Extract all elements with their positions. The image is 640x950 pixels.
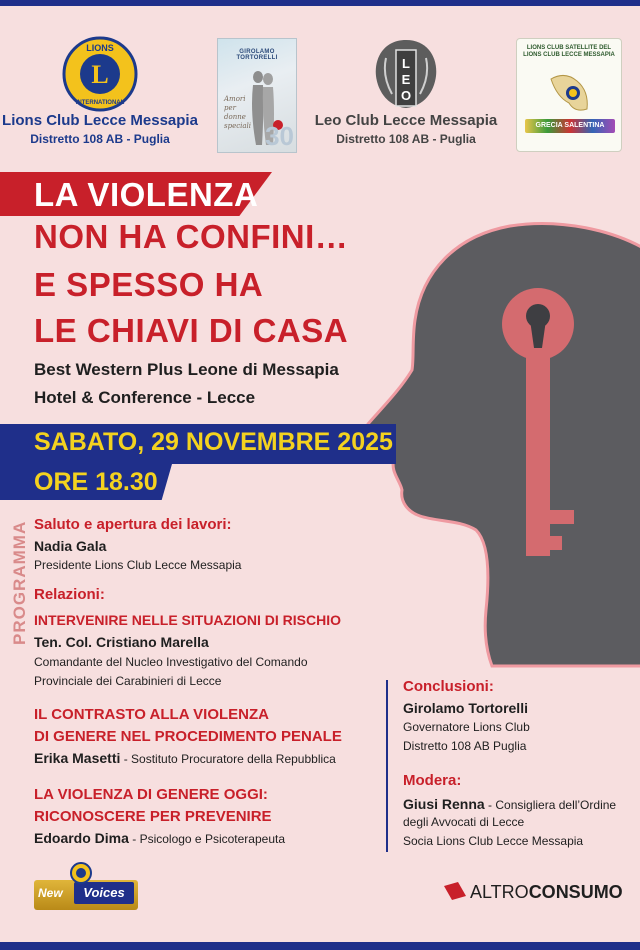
top-border: [0, 0, 640, 6]
talk-3-role: - Psicologo e Psicoterapeuta: [128, 832, 285, 846]
lions-logo-bottom-text: INTERNATIONAL: [75, 100, 125, 106]
new-voices-plaque: [34, 880, 138, 910]
conclusioni-name: Girolamo Tortorelli: [403, 700, 528, 716]
leo-club-caption: [306, 112, 506, 146]
badge-band: GRECIA SALENTINA: [525, 119, 615, 133]
talk-2-title-line-1: IL CONTRASTO ALLA VIOLENZA: [34, 706, 269, 723]
event-date: SABATO, 29 NOVEMBRE 2025: [34, 428, 393, 456]
title-line-1: LA VIOLENZA: [34, 176, 259, 213]
talk-3-speaker: Edoardo Dima: [34, 830, 129, 846]
leo-club-logo: [370, 36, 442, 112]
puglia-map-icon: [547, 69, 593, 115]
venue-line-1: Best Western Plus Leone di Messapia: [34, 360, 339, 379]
closing-divider: [386, 680, 388, 852]
talk-2-speaker-line: [34, 750, 336, 768]
programma-vertical-label: PROGRAMMA: [10, 520, 29, 645]
opening-heading: Saluto e apertura dei lavori:: [34, 516, 232, 533]
badge-text: LIONS CLUB SATELLITE DEL LIONS CLUB LECCE MESSAPIA: [523, 45, 615, 58]
svg-text:O: O: [400, 88, 412, 103]
altroconsumo-mark-icon: [444, 882, 466, 900]
book-cover-script: Amori per donne speciali: [224, 95, 252, 130]
altroconsumo-altro: ALTRO: [470, 882, 529, 902]
title-line-3: E SPESSO HA: [34, 266, 264, 303]
talk-1-speaker: Ten. Col. Cristiano Marella: [34, 634, 209, 650]
lions-logo-top-text: LIONS: [86, 43, 114, 53]
new-voices-voices: Voices: [74, 882, 134, 904]
modera-line: [403, 796, 616, 814]
lions-club-caption: [0, 112, 200, 146]
lions-club-district: Distretto 108 AB - Puglia: [30, 132, 170, 146]
svg-text:L: L: [402, 56, 410, 71]
lions-club-name: Lions Club Lecce Messapia: [2, 112, 198, 129]
modera-role-line-2: degli Avvocati di Lecce: [403, 815, 525, 829]
modera-name: Giusi Renna: [403, 796, 485, 812]
lions-logo: [62, 36, 138, 112]
opening-name: Nadia Gala: [34, 538, 107, 554]
opening-role: Presidente Lions Club Lecce Messapia: [34, 558, 242, 572]
talk-3-speaker-line: [34, 830, 285, 848]
new-voices-new: New: [38, 886, 63, 900]
altroconsumo-consumo: CONSUMO: [528, 882, 623, 902]
conclusioni-role-line-2: Distretto 108 AB Puglia: [403, 739, 527, 753]
title-line-4: LE CHIAVI DI CASA: [34, 312, 349, 349]
bottom-border: [0, 942, 640, 950]
event-time: ORE 18.30: [34, 468, 158, 496]
altroconsumo-wordmark: [470, 882, 623, 903]
talk-2-title-line-2: DI GENERE NEL PROCEDIMENTO PENALE: [34, 728, 342, 745]
modera-role-line-1: - Consigliera dell’Ordine: [484, 798, 617, 812]
talk-1-role-line-2: Provinciale dei Carabinieri di Lecce: [34, 674, 222, 688]
svg-text:L: L: [91, 60, 109, 89]
relazioni-heading: Relazioni:: [34, 586, 105, 603]
book-cover-image: [217, 38, 297, 153]
leo-club-district: Distretto 108 AB - Puglia: [336, 132, 476, 146]
conclusioni-heading: Conclusioni:: [403, 678, 494, 695]
title-line-2: NON HA CONFINI…: [34, 218, 349, 255]
talk-3-title-line-1: LA VIOLENZA DI GENERE OGGI:: [34, 786, 268, 803]
talk-2-speaker: Erika Masetti: [34, 750, 121, 766]
modera-role-line-3: Socia Lions Club Lecce Messapia: [403, 834, 584, 848]
modera-heading: Modera:: [403, 772, 462, 789]
svg-text:E: E: [401, 72, 411, 87]
talk-2-role: - Sostituto Procuratore della Repubblica: [120, 752, 336, 766]
leo-club-name: Leo Club Lecce Messapia: [314, 112, 498, 129]
venue-line-2: Hotel & Conference - Lecce: [34, 388, 256, 407]
conclusioni-role-line-1: Governatore Lions Club: [403, 720, 530, 734]
book-cover-number: 30: [265, 121, 294, 151]
talk-1-role-line-1: Comandante del Nucleo Investigativo del Comando: [34, 655, 308, 669]
talk-3-title-line-2: RICONOSCERE PER PREVENIRE: [34, 808, 272, 825]
lions-emblem-icon: [68, 862, 94, 884]
head-silhouette-with-key-illustration: [360, 210, 640, 670]
new-voices-logo: [34, 862, 138, 914]
talk-1-title: INTERVENIRE NELLE SITUAZIONI DI RISCHIO: [34, 612, 341, 628]
satellite-club-badge: [516, 38, 622, 152]
book-cover-author: GIROLAMO TORTORELLI: [236, 49, 278, 61]
